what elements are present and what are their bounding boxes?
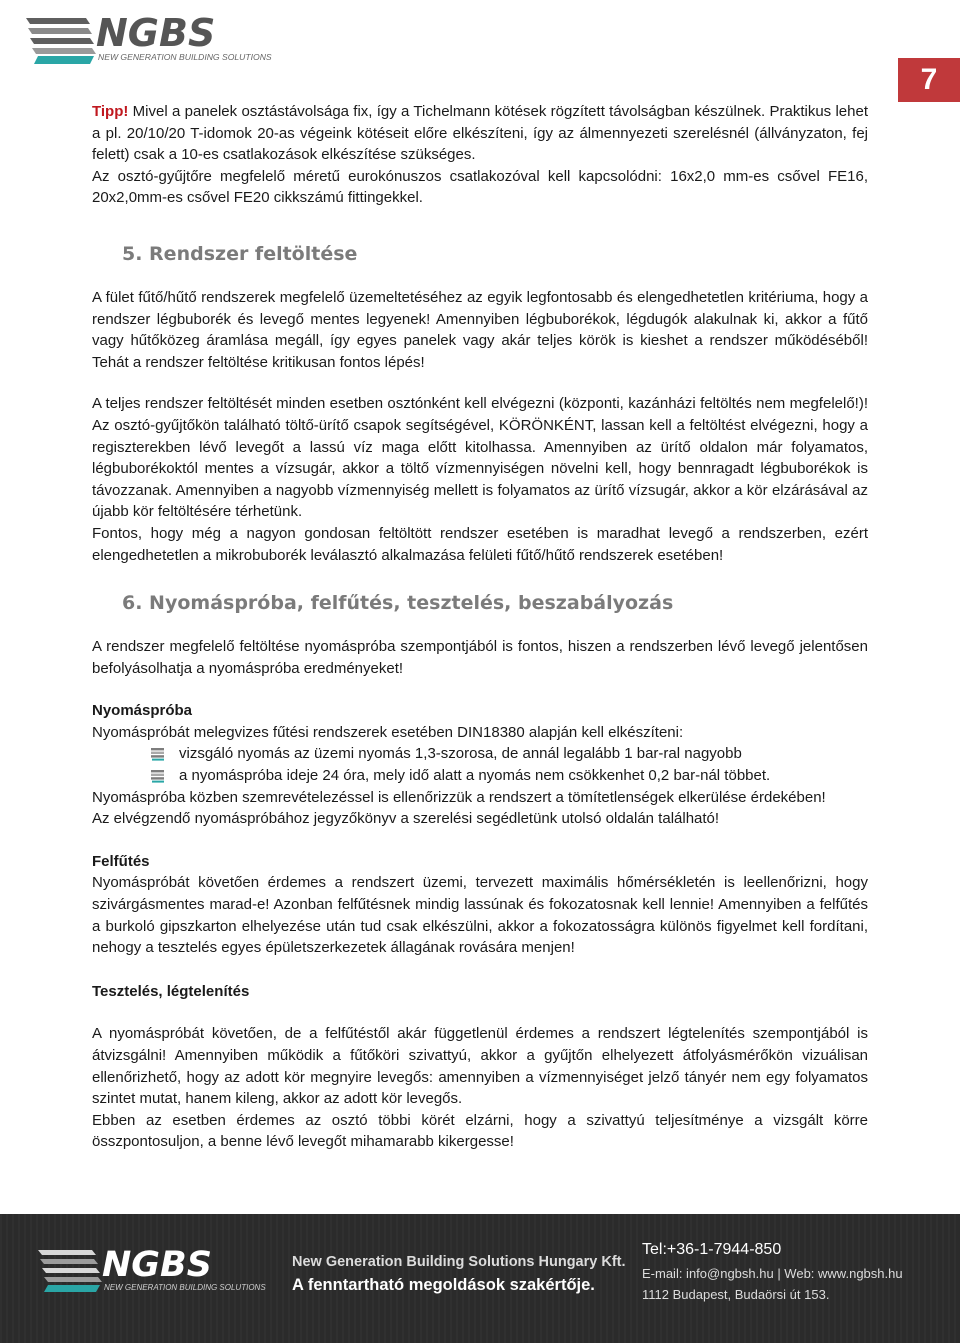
pressure-test-intro: Nyomáspróbát melegvizes fűtési rendszerek esetében DIN18380 alapján kell elkészíteni:: [92, 723, 684, 741]
logo-layer-1: [38, 1250, 96, 1255]
list-item: [150, 765, 868, 787]
tip-text: Mivel a panelek osztástávolsága fix, így a Tichelmann kötések rögzített távolságban készülnek. Praktikus lehet a pl. 20/10/20 T-idomok 20-as végeink kötéseit előre elkészíteni, így az álmennyezeti szerelésnél (állványzaton, fej felett) csak a 10-es csatlakozások elkészítése szükséges.: [92, 103, 868, 164]
footer-slogan: A fenntartható megoldások szakértője.: [292, 1276, 595, 1294]
section-5-heading: 5. Rendszer feltöltése: [122, 242, 358, 265]
logo-layer-3: [30, 38, 94, 44]
pressure-test-heading: Nyomáspróba: [92, 702, 193, 720]
logo-wordmark: NGBS: [96, 11, 216, 55]
heating-paragraph: Nyomáspróbát követően érdemes a rendszert üzemi, tervezett maximális hőmérsékletén is leellenőrizni, hogy szivárgásmentes marad-e! Azonban felfűtésnek mindig lassúnak és fokozatosnak kell lennie! Amennyiben a felfűtés a burkoló gipszkarton elhelyezése után tud csak elkészülni, akkor a fokozatosságra különös figyelmet kell fordítani, nehogy a tesztelés egyes épületszerkezetek állagának rovására menjen!: [92, 874, 868, 957]
footer-address: 1112 Budapest, Budaörsi út 153.: [642, 1287, 830, 1302]
pressure-test-list: [92, 743, 868, 786]
footer-email-web: E-mail: info@ngbsh.hu | Web: www.ngbsh.hu: [642, 1266, 903, 1281]
logo-layer-4: [32, 48, 96, 54]
footer-company: New Generation Building Solutions Hungary Kft.: [292, 1254, 626, 1270]
logo-accent: [44, 1285, 100, 1292]
logo-wordmark: NGBS: [102, 1245, 212, 1285]
list-item-text: vizsgáló nyomás az üzemi nyomás 1,3-szorosa, de annál legalább 1 bar-ral nagyobb: [179, 745, 742, 763]
logo-layer-2: [40, 1259, 98, 1264]
logo-layer-1: [26, 18, 90, 24]
list-item-text: a nyomáspróba ideje 24 óra, mely idő alatt a nyomás nem csökkenhet 0,2 bar-nál többet.: [179, 767, 771, 785]
layers-bullet-icon: [150, 747, 166, 761]
footer-phone: Tel:+36-1-7944-850: [642, 1241, 782, 1258]
section-5-paragraph-1: A fület fűtő/hűtő rendszerek megfelelő üzemeltetéséhez az egyik legfontosabb és elengedhetetlen kritériuma, hogy a rendszer légbuborék és levegő mentes legyenek! Amennyiben légbuborékok, légdugók alakulnak ki, akkor a fűtő vagy hűtőközeg áramlása megáll, így egyes panelek vagy akár teljes körök is kieshet a rendszer működéséből! Tehát a rendszer feltöltése kritikusan fontos lépés!: [92, 288, 868, 371]
section-6-paragraph-1: A rendszer megfelelő feltöltése nyomáspróba szempontjából is fontos, hiszen a rendszerben lévő levegő jelentősen befolyásolhatja a nyomáspróba eredményeket!: [92, 638, 868, 677]
logo-layer-4: [44, 1277, 102, 1282]
page-footer: [0, 1214, 960, 1343]
page-number: 7: [898, 58, 960, 102]
layers-bullet-icon: [150, 769, 166, 783]
testing-paragraph-2: Ebben az esetben érdemes az osztó többi körét elzárni, hogy a szivattyú teljesítménye a vizsgált körre összpontosuljon, a benne lévő levegőt mihamarabb kikergesse!: [92, 1111, 868, 1151]
logo-tagline: NEW GENERATION BUILDING SOLUTIONS: [98, 52, 272, 62]
ngbs-logo: [24, 8, 272, 66]
list-item: [150, 743, 868, 765]
pressure-test-paragraph-2: Nyomáspróba közben szemrevételezéssel is ellenőrizzük a rendszert a tömítetlenségek elkerülése érdekében!: [92, 788, 826, 806]
tip-paragraph: [92, 101, 868, 166]
testing-paragraph-1: A nyomáspróbát követően, de a felfűtéstől akár függetlenül érdemes a rendszert légtelenítés szempontjából is átvizsgálni! Amennyiben működik a fűtőköri szivattyú, akkor a gyűjtőn elhelyezett átfolyásmérőkön vizuálisan ellenőrizhető, hogy az adott kör megnyire levegős: amennyiben a vízmennyiséget jelző tányér nem egy folyamatos szintet mutat, hanem kileng, akkor az adott kör levegős.: [92, 1025, 868, 1108]
logo-accent: [34, 56, 94, 64]
pressure-test-paragraph-3: Az elvégzendő nyomáspróbához jegyzőkönyv a szerelési segédletünk utolsó oldalán található!: [92, 810, 720, 828]
testing-heading: Tesztelés, légtelenítés: [92, 982, 250, 1000]
section-6-heading: 6. Nyomáspróba, felfűtés, tesztelés, beszabályozás: [122, 592, 674, 615]
section-5-paragraph-2: A teljes rendszer feltöltését minden esetben osztónként kell elvégezni (központi, kazánházi feltöltés nem megfelelő!)! Az osztó-gyűjtőkön található töltő-ürítő csapok segítségével, KÖRÖNKÉNT, lassan kell a feltöltést elvégezni, hogy a regiszterekben lévő levegőt a lassú víz maga előtt kitolhassa. Amennyiben az ürítő oldalon már folyamatos, légbuborékoktól mentes a vízsugár, akkor a töltő vízmennyiségen növelni kell, hogy bennragadt légbuborékok is távozzanak. Amennyiben a nagyobb vízmennyiség mellett is folyamatos az ürítő vízsugár, akkor a kör elzárásával az újabb kör feltöltésére térhetünk.: [92, 395, 868, 521]
document-body: [92, 101, 868, 1153]
logo-layer-3: [42, 1268, 100, 1273]
footer-ngbs-logo: [36, 1240, 266, 1294]
fitting-paragraph: Az osztó-gyűjtőre megfelelő méretű eurokónuszos csatlakozóval kell kapcsolódni: 16x2,0 mm-es csővel FE16, 20x2,0mm-es csővel FE20 cikkszámú fittingekkel.: [92, 167, 868, 207]
section-5-paragraph-3: Fontos, hogy még a nagyon gondosan feltöltött rendszer esetében is maradhat levegő a rendszerben, ezért elengedhetetlen a mikrobuborék leválasztó alkalmazása felületi fűtő/hűtő rendszerek esetében!: [92, 524, 868, 564]
tip-label: Tipp!: [92, 103, 129, 120]
logo-tagline: NEW GENERATION BUILDING SOLUTIONS: [104, 1283, 266, 1292]
heating-heading: Felfűtés: [92, 852, 150, 870]
logo-layer-2: [28, 28, 92, 34]
